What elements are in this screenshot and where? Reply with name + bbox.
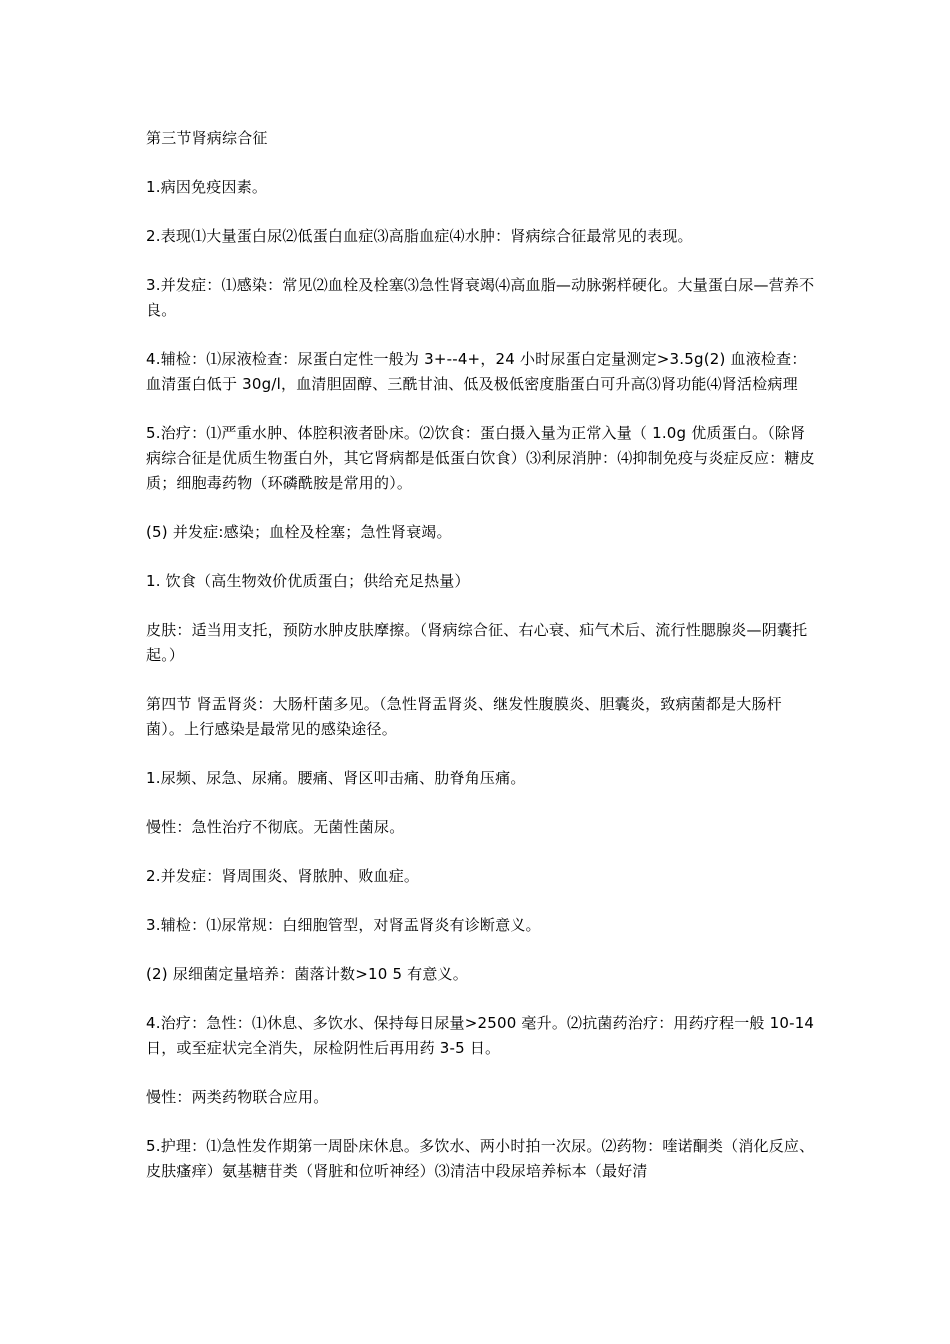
paragraph-treatment: 5.治疗：⑴严重水肿、体腔积液者卧床。⑵饮食：蛋白摄入量为正常入量（ 1.0g 优质蛋白。（除肾病综合征是优质生物蛋白外，其它肾病都是低蛋白饮食）⑶利尿消肿：⑷抑制免疫与炎症反应：糖皮质；细胞毒药物（环磷酰胺是常用的）。 (146, 424, 815, 492)
section-heading-nephrotic-syndrome: 第三节肾病综合征 (146, 129, 268, 147)
paragraph-chronic-treatment: 慢性：两类药物联合应用。 (146, 1088, 329, 1106)
paragraph-chronic: 慢性：急性治疗不彻底。无菌性菌尿。 (146, 818, 405, 836)
paragraph-auxiliary-exams: 4.辅检：⑴尿液检查：尿蛋白定性一般为 3+--4+，24 小时尿蛋白定量测定>3.5g(2) 血液检查：血清蛋白低于 30g/l，血清胆固醇、三酰甘油、低及极低密度脂蛋白可升高⑶肾功能⑷肾活检病理 (146, 350, 807, 393)
section-heading-pyelonephritis: 第四节 肾盂肾炎：大肠杆菌多见。（急性肾盂肾炎、继发性腹膜炎、胆囊炎，致病菌都是大肠杆菌）。上行感染是最常见的感染途径。 (146, 695, 782, 738)
paragraph-nursing: 5.护理：⑴急性发作期第一周卧床休息。多饮水、两小时拍一次尿。⑵药物：喹诺酮类（消化反应、皮肤瘙痒）氨基糖苷类（肾脏和位听神经）⑶清洁中段尿培养标本（最好清 (146, 1137, 815, 1180)
paragraph-diet: 1. 饮食（高生物效价优质蛋白；供给充足热量） (146, 572, 470, 590)
document-body (146, 126, 818, 1208)
paragraph-urine-culture: (2) 尿细菌定量培养：菌落计数>10 5 有意义。 (146, 965, 468, 983)
paragraph-pyelo-treatment: 4.治疗：急性：⑴休息、多饮水、保持每日尿量>2500 毫升。⑵抗菌药治疗：用药疗程一般 10-14 日，或至症状完全消失，尿检阴性后再用药 3-5 日。 (146, 1014, 815, 1057)
paragraph-pyelo-complications: 2.并发症：肾周围炎、肾脓肿、败血症。 (146, 867, 420, 885)
paragraph-skin-care: 皮肤：适当用支托，预防水肿皮肤摩擦。（肾病综合征、右心衰、疝气术后、流行性腮腺炎—阴囊托起。） (146, 621, 808, 664)
paragraph-complications: 3.并发症：⑴感染：常见⑵血栓及栓塞⑶急性肾衰竭⑷高血脂—动脉粥样硬化。大量蛋白尿—营养不良。 (146, 276, 815, 319)
paragraph-pyelo-exams: 3.辅检：⑴尿常规：白细胞管型，对肾盂肾炎有诊断意义。 (146, 916, 541, 934)
paragraph-manifestations: 2.表现⑴大量蛋白尿⑵低蛋白血症⑶高脂血症⑷水肿：肾病综合征最常见的表现。 (146, 227, 693, 245)
paragraph-complications-care: (5) 并发症:感染；血栓及栓塞；急性肾衰竭。 (146, 523, 452, 541)
paragraph-etiology: 1.病因免疫因素。 (146, 178, 268, 196)
paragraph-symptoms: 1.尿频、尿急、尿痛。腰痛、肾区叩击痛、肋脊角压痛。 (146, 769, 526, 787)
